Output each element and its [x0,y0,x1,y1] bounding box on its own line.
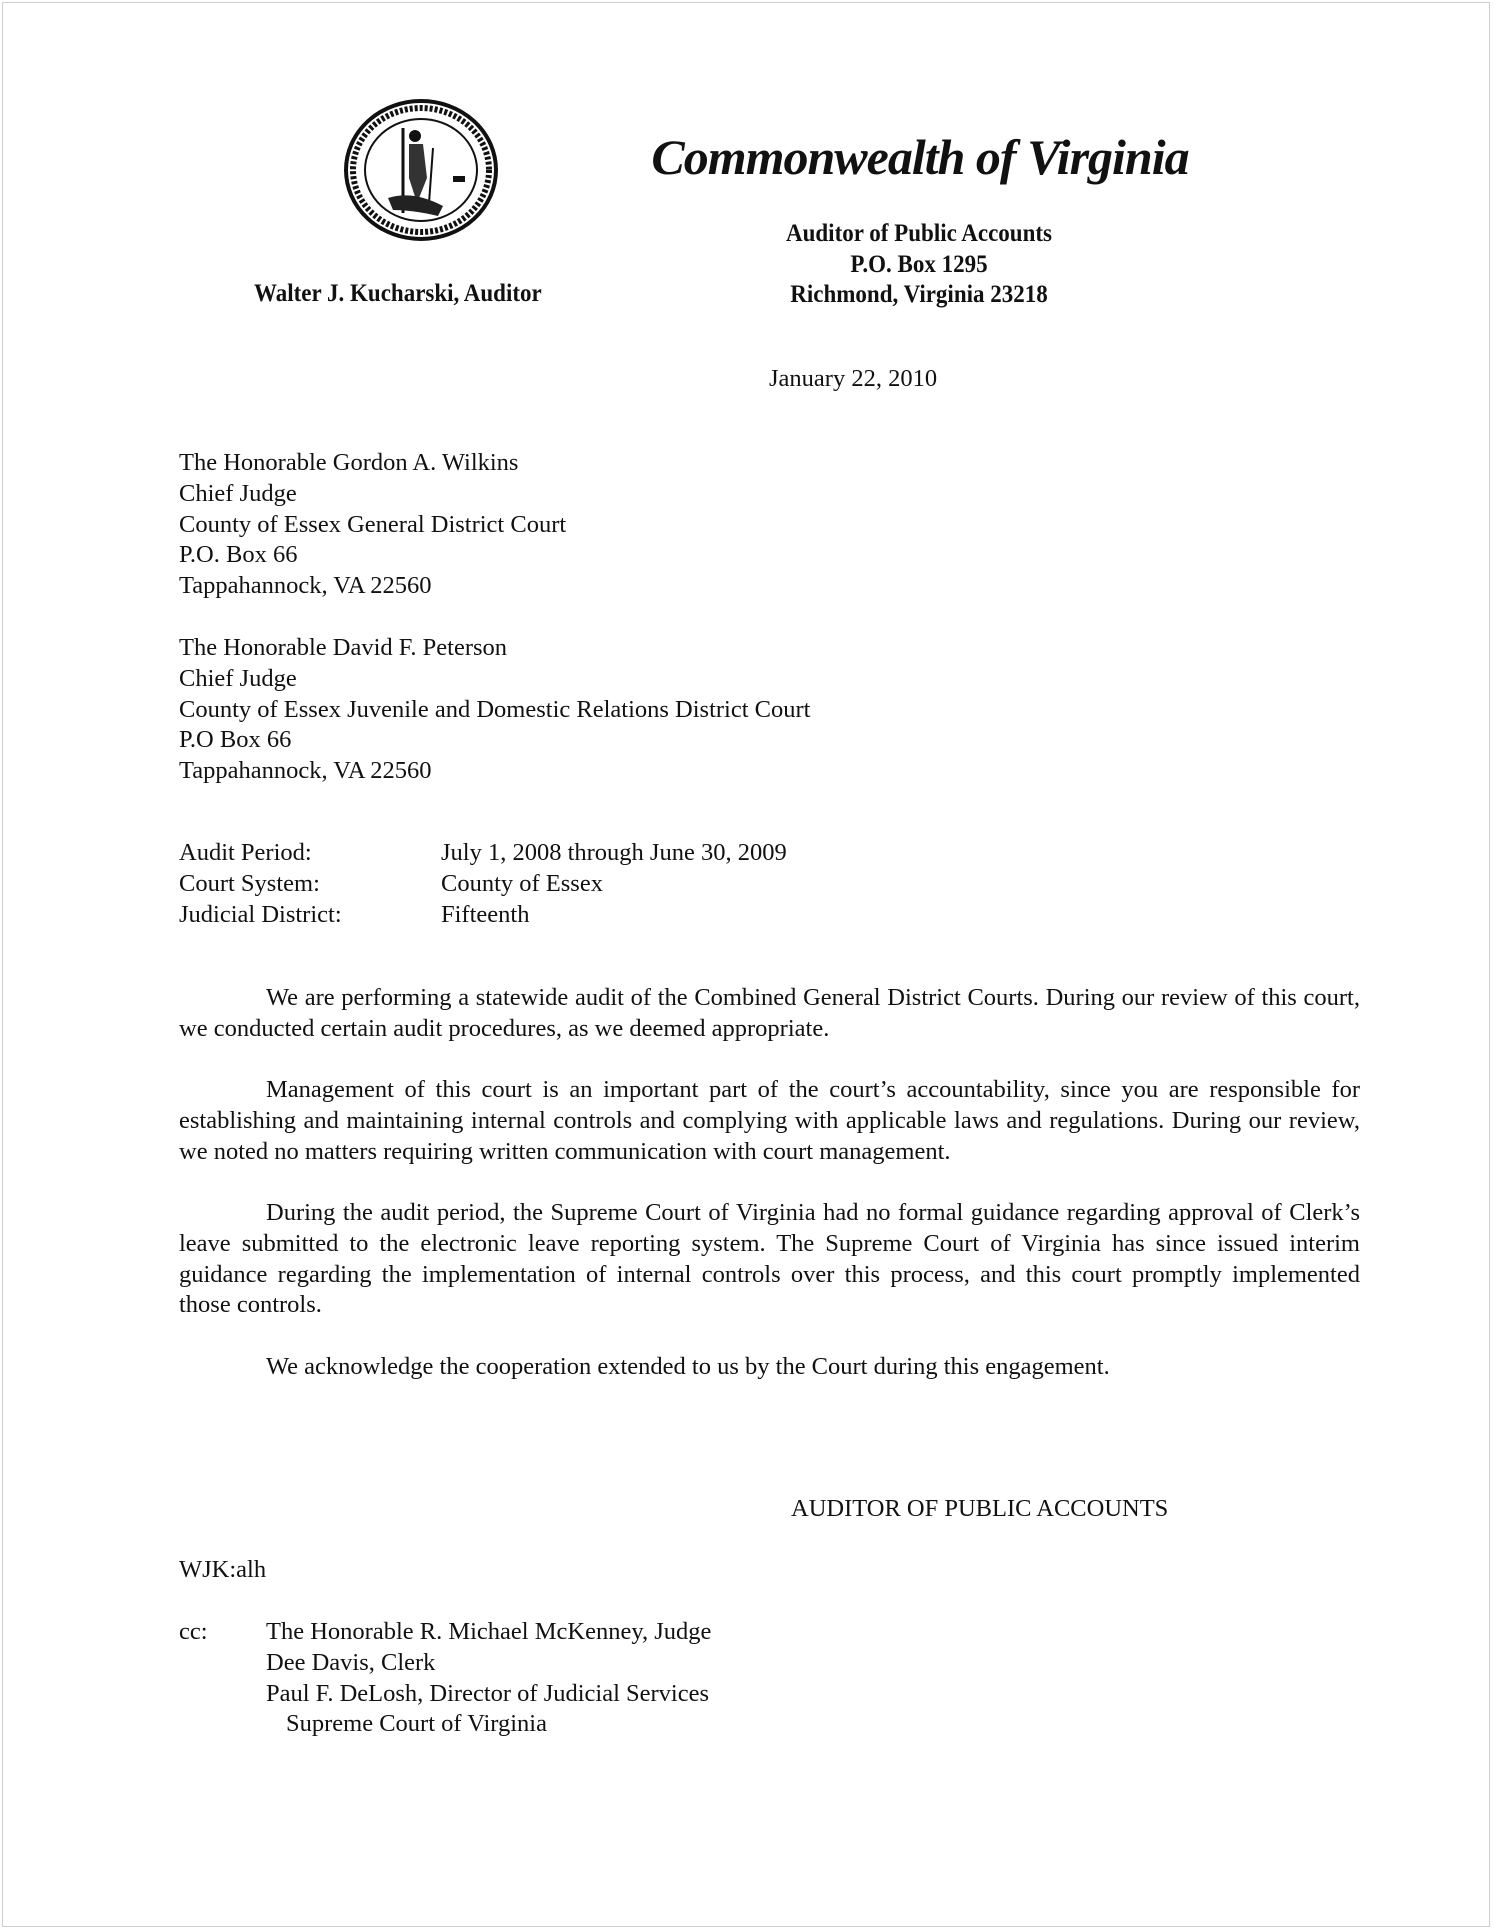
virginia-seal-logo [343,98,499,242]
cc-list [266,1617,711,1740]
addressee-line: The Honorable Gordon A. Wilkins [179,449,519,476]
addressee-line: County of Essex General District Court [179,510,567,538]
addressee-block-1 [179,448,566,602]
court-system-label: Court System: [179,869,320,897]
body-paragraph-1: We are performing a statewide audit of the Combined General District Courts. During our review of this court, we conducted certain audit procedures, as we deemed appropriate. [179,984,1360,1042]
addressee-line: The Honorable David F. Peterson [179,634,508,661]
cc-label: cc: [179,1618,208,1645]
addressee-line: Tappahannock, VA 22560 [179,572,432,600]
office-po-box: P.O. Box 1295 [850,250,988,278]
office-name: Auditor of Public Accounts [785,220,1053,247]
addressee-line: P.O. Box 66 [179,541,298,569]
cc-recipient: Dee Davis, Clerk [266,1648,436,1676]
letter-date: January 22, 2010 [769,365,938,392]
body-paragraph-2: Management of this court is an important part of the court’s accountability, since you are responsible for establishing and maintaining internal controls and complying with applicable laws and regulations. During our review, we noted no matters requiring written communication with court management. [179,1076,1360,1165]
cc-recipient: Paul F. DeLosh, Director of Judicial Services [266,1679,710,1707]
addressee-line: Chief Judge [179,479,297,507]
reference-initials: WJK:alh [179,1556,267,1583]
addressee-line: P.O Box 66 [179,726,292,754]
audit-period-value: July 1, 2008 through June 30, 2009 [441,839,787,866]
addressee-line: County of Essex Juvenile and Domestic Relations District Court [179,695,811,723]
body-paragraph-4: We acknowledge the cooperation extended to us by the Court during this engagement. [266,1353,1110,1380]
judicial-district-value: Fifteenth [441,900,530,928]
addressee-block-2 [179,633,810,787]
cc-recipient: The Honorable R. Michael McKenney, Judge [266,1618,712,1645]
office-city: Richmond, Virginia 23218 [790,281,1048,308]
office-address [735,219,1103,311]
audit-info-values [441,838,787,930]
auditor-name: Walter J. Kucharski, Auditor [254,280,542,307]
cc-recipient: Supreme Court of Virginia [286,1710,547,1738]
body-paragraph-3: During the audit period, the Supreme Court of Virginia had no formal guidance regarding approval of Clerk’s leave submitted to the electronic leave reporting system. The Supreme Court of Virginia has since issued interim guidance regarding the implementation of internal controls over this process, and this court promptly implemented those controls. [179,1199,1360,1319]
addressee-line: Tappahannock, VA 22560 [179,757,432,785]
signature-block: AUDITOR OF PUBLIC ACCOUNTS [791,1495,1169,1522]
audit-info-labels [179,838,342,930]
judicial-district-label: Judicial District: [179,900,342,928]
addressee-line: Chief Judge [179,664,297,692]
letterhead-title: Commonwealth of Virginia [651,129,1189,185]
court-system-value: County of Essex [441,869,603,897]
audit-period-label: Audit Period: [179,839,312,866]
